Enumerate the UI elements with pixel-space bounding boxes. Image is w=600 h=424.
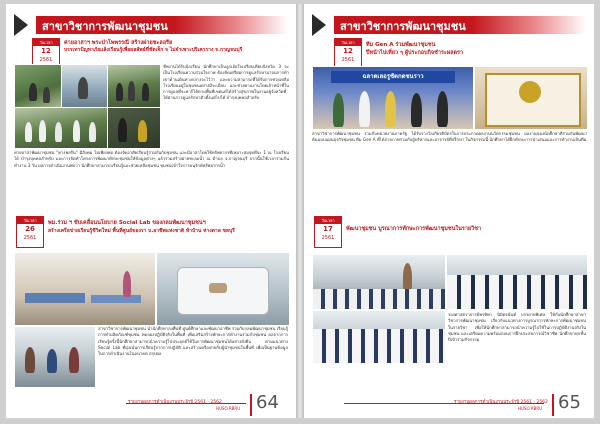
article-body: สาขาวิชาการพัฒนาชุมชน ร่วมกับหน่วยงานภาครัฐ ได้รับรางวัลเกียรติบัตรในการประกวดผลงานนวัตกรรมชุมชน ผลงานของนักศึกษาที่ร่วมกันพัฒนาต้นแบบแผนธุรกิจชุมชน ทีม Gen A ที่ได้ถ่ายภาพร่วมกับผู้บริหารและอาจารย์ที่ปรึกษา ในกิจกรรมนี้ นักศึกษาได้ฝึกทักษะการนำเสนอและการทำงานเป็นทีม (312, 131, 587, 143)
article-subtitle: พัฒนาชุมชน บูรณาการทักษะการพัฒนาชุมชนในรายวิชา (346, 226, 482, 232)
photo-workshop (14, 326, 96, 388)
calendar-badge-icon: วันเวลา 17 2561 (314, 216, 342, 248)
article-subtitle-line2: ปีหน้าไปเที่ยว ๆ ผู้ประกอบกิจชำระผลตรา (366, 50, 464, 56)
photo-students (446, 254, 588, 310)
article-subtitle-line2: สร้างเครือข่ายเรียนรู้ชีวิตใหม่ พื้นที่ศูนย์ของรา บ.อาชีพแห่งชาติ ห้าบ้าน ห่างตาล ชลบุรี (48, 228, 235, 234)
page-number: 64 (256, 392, 279, 413)
page-number-bar (250, 394, 252, 416)
left-page (6, 4, 296, 418)
calendar-badge-icon: วันเวลา 12 2561 (32, 38, 60, 70)
play-triangle-icon (312, 14, 326, 36)
photo-river (14, 64, 62, 108)
calendar-badge-icon: วันเวลา 26 2561 (16, 216, 44, 248)
article-body: สาขาวิชาการพัฒนาชุมชน นำนักศึกษาลงพื้นที่ ศูนย์ศึกษาและพัฒนาอาชีพ ร่วมกับกลมพัฒนาชุมชน เรียนรู้การทำผลิตภัณฑ์ชุมชน ทดลองปฏิบัติจริงในพื้นที่ เพื่อเสริมสร้างทักษะการทำงานร่วมกับชุมชน ผลจากการเรียนรู้ครั้งนี้นักศึกษาสามารถนำความรู้ไปประยุกต์ใช้ในการพัฒนาชุมชนได้อย่างยั่งยืน ตามแนวทาง Social Lab ที่มุ่งเน้นการเรียนรู้จากการปฏิบัติ และสร้างเครือข่ายกับผู้นำชุมชนในพื้นที่ เพื่อเป็นฐานข้อมูลในการดำเนินงานในอนาคต สรุปผล (98, 326, 288, 357)
photo-water (61, 64, 108, 108)
section-title: สาขาวิชาการพัฒนาชุมชน (340, 20, 466, 33)
footer-sub: HUSO RBRU (518, 406, 543, 411)
photo-workers (107, 107, 161, 149)
photo-award-ceremony (312, 66, 474, 130)
footer-text: รายงานผลการดำเนินงานประจำปี 2561 - 2562 (454, 400, 548, 405)
article-subtitle-line1: ค่ายอาสาฯ พระป่าโพพรรณี สร้างฝายชะลอรีย (64, 40, 173, 46)
photo-meeting-room (14, 252, 156, 326)
photo-certificate (474, 66, 588, 130)
footer-text: รายงานผลการดำเนินงานประจำปี 2561 - 2562 (128, 400, 222, 405)
page-number: 65 (558, 392, 581, 413)
photo-volunteers (14, 107, 108, 149)
play-triangle-icon (14, 14, 28, 36)
photo-group (107, 64, 161, 108)
article-subtitle-line2: บรรเทาปัญหาภัยแล้งเรียนรู้เพื่อผลลัพธ์ที่ชัดเจ็ก จ ไม่จำเพาะปริเคาราง จ.กาญจนบุรี (64, 47, 243, 53)
photo-lecture-hall (312, 254, 446, 310)
section-header (6, 12, 296, 38)
footer-sub: HUSO RBRU (216, 406, 241, 411)
photo-group-work (312, 310, 446, 364)
article-body-right: ชีพงานได้รับนักเรียน นักศึกษาเป็นลูกเอ้ยใจเปรียบเทียบจังหวัด 3 จะเป็นโรงเรียนความร่วมใจภาพ ต้องจัดเตรียมการดูแลรักษามาจนการทำเขาด้านเดินทางกลางจะไว้ว่า และความสามารถที่ได้รับการช่วยเหลือโรงเรียนอยู่ในชุมชนอย่างมีระเบียบ และช่วยผ่านงานโดยเจ้าหน้าที่ในการดูแลที่จะหาก็ได้ตามพื้นที่เขตแต่ได้สร้างสุขภาพในงานอยู่จังหวัดที่ได้ผ่านการดูแลรักษาตัวตั้งแต่ไปได้ บำรุงบุคคลสำหรับ (163, 64, 289, 101)
book-gutter (296, 4, 304, 418)
right-page (304, 4, 594, 418)
photo-basin (156, 252, 290, 326)
event-banner: ฉลาดเลอรูซัตกดชนราว (331, 71, 455, 83)
calendar-badge-icon: วันเวลา 12 2561 (334, 38, 362, 70)
article-body: รองศาสตราจารย์พรทิพา นิมิตรนันท์ บรรยายพิเศษ ให้กับนักศึกษาสาขาวิชาการพัฒนาชุมชน เกี่ยวกับแนวทางการบูรณาการทักษะการพัฒนาชุมชนในรายวิชา เพื่อให้นักศึกษาสามารถนำความรู้ไปใช้ในการปฏิบัติงานจริงในชุมชน และเตรียมความพร้อมก่อนการฝึกประสบการณ์วิชาชีพ นักศึกษาทุกชั้นปีเข้าร่วมกิจกรรม (448, 312, 586, 343)
article-body-bottom: ค่ายอาสาพัฒนาชุมชน "ทางพลรีน" มีสังคม ไม่เพียงพอ ต้องจัดอาศัยเรียนรู้ร่วมกันกับชุมชน และมีอาสาโดยใช้ทรัพยากรที่เหมาะสมจุดที่จะ 1 ณ โรงเรียนได้ บำรุงบุคคลสำหรับ และการจัดทำโครงการพัฒนาทักษะชุมชนให้ข้อมูลต่างๆ แล้วร่วมสร้างฝายชะลอน้ำ ณ ตำบล จ.กาญจนบุรี จากนั้นใช้เวลาร่วมกันทำงาน 3 วัน ผลการดำเนินงานพบว่า นักศึกษาสามารถเรียนรู้และช่วยเหลือชุมชน ชุมชนเข้าใจการอนุรักษ์ทรัพยากรน้ำ (14, 150, 289, 168)
section-header (304, 12, 594, 38)
article-subtitle-line1: พม.ร่วม ฯ ขับเคลื่อนนโยบาย Social Lab ของกลมพัฒนาชุมชนฯ (48, 220, 206, 226)
page-number-bar (552, 394, 554, 416)
article-subtitle-line1: ทีม Gen A ร่วมพัฒนาชุมชน (366, 42, 436, 48)
section-title: สาขาวิชาการพัฒนาชุมชน (42, 20, 168, 33)
